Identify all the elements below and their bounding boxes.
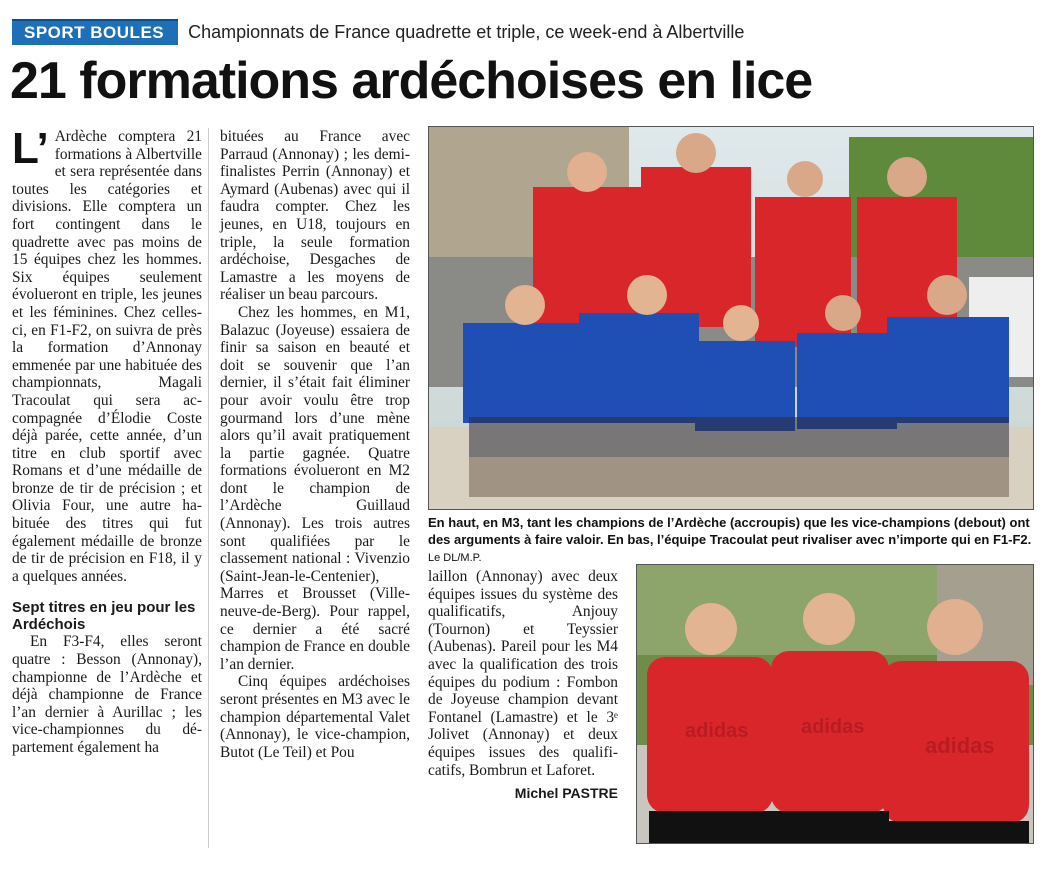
shirt-logo-3: adidas	[925, 733, 995, 758]
kicker: Championnats de France quadrette et triple, ce week-end à Albertville	[188, 21, 745, 42]
shirt-logo-2: adidas	[801, 716, 865, 738]
article-column-3	[428, 568, 618, 803]
intro-paragraph	[12, 124, 202, 585]
shirt-logo-1: adidas	[685, 720, 749, 742]
photo-f1f2-team-illustration	[637, 565, 1033, 843]
photo-m3-team	[428, 126, 1034, 510]
intro-text: Ardèche comptera 21 formations à Albertville et sera représentée dans toutes les catégories et divisions. Elle comptera un fort contingent dans le quadrette avec pas moins de 15 équipes chez les hommes. Six équipes seulement évolueront en triple, les jeunes et les féminines. Chez celles-ci, en F1-F2, on suivra de près la formation d’Annonay emmenée par une habituée des championnats, Magali Tracoulat qui sera accompagnée d’Élodie Coste déjà parée, cette année, d’un titre en club sportif avec Romans et d’une médaille de bronze de tir de précision ; et Olivia Four, une autre habituée des titres qui fut également médaille de bronze de tir de précision en F18, il y a quelques années.	[12, 128, 202, 585]
headline: 21 formations ardéchoises en lice	[10, 52, 813, 110]
paragraph-f3f4: En F3-F4, elles seront quatre : Besson (Annonay), championne de l’Ardèche et déjà championne de France l’an dernier à Aurillac ; les vice-championnes du département également ha	[12, 633, 202, 756]
paragraph-hommes: Chez les hommes, en M1, Balazuc (Joyeuse) essaiera de finir sa saison en beauté et doit se souvenir que l’an dernier, il s’était fait éliminer pour avoir voulu être trop gourmand lors d’une mène alors qu’il avait pratiquement la partie gagnée. Quatre formations évolueront en M2 dont le champion de l’Ardèche Guillaud (Annonay). Les trois autres sont qualifiées par le classement national : Vivenzio (Saint-Jean-le-Centenier), Marres et Brousset (Villeneuve-de-Berg). Pour rappel, ce dernier a été sacré champion de France en double l’an dernier.	[220, 303, 410, 673]
photo-m3-team-illustration	[429, 127, 1033, 509]
column-rule	[208, 128, 209, 848]
paragraph-m4: laillon (Annonay) avec deux équipes issues du système des qualificatifs, Anjouy (Tournon) et Teyssier (Aubenas). Pareil pour les M4 avec la qualification des trois équipes du podium : Fombon de Joyeuse champion devant Fontanel (Lamastre) et le 3ᵉ Jolivet (Annonay) et deux équipes issues des qualificatifs, Bombrun et Laforet.	[428, 568, 618, 779]
subhead: Sept titres en jeu pour les Ardéchois	[12, 599, 196, 634]
paragraph-parraud: bituées au France avec Parraud (Annonay) ; les demi-finalistes Perrin (Annonay) et Aymard (Aubenas) avec qui il faudra compter. Chez les jeunes, en U18, toujours en triple, la seule formation ardéchoise, Desgaches de Lamastre a les moyens de réaliser un beau parcours.	[220, 128, 410, 304]
article-column-1	[12, 124, 202, 757]
photo-credit: Le DL/M.P.	[428, 552, 482, 564]
article-column-2	[220, 128, 410, 761]
kicker-row	[12, 20, 744, 44]
photo-caption	[428, 514, 1034, 567]
byline: Michel PASTRE	[514, 785, 618, 802]
section-rubric: SPORT BOULES	[12, 19, 178, 45]
female-players	[647, 593, 1029, 843]
paragraph-m3: Cinq équipes ardéchoises seront présentes en M3 avec le champion départemental Valet (Annonay), le vice-champion, Butot (Le Teil) et Pou	[220, 673, 410, 761]
photo-f1f2-team	[636, 564, 1034, 844]
dropcap: L’	[12, 124, 49, 173]
caption-text: En haut, en M3, tant les champions de l’Ardèche (accroupis) que les vice-champions (debout) ont des arguments à faire valoir. En bas, l’équipe Tracoulat peut rivaliser avec n’importe qui en F1-F2.	[428, 515, 1032, 547]
